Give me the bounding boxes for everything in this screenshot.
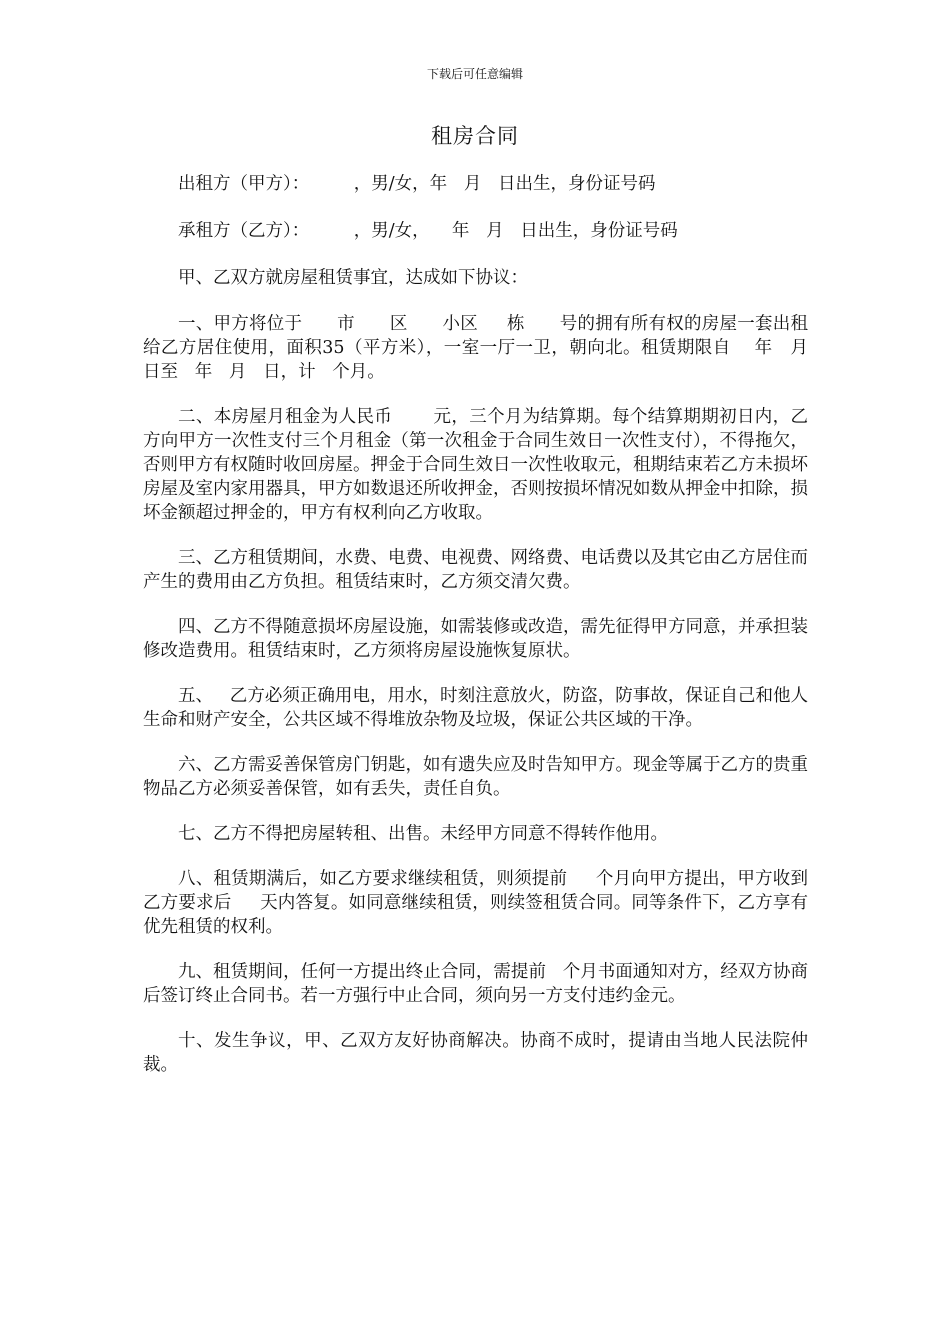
contract-body xyxy=(143,172,825,1098)
clause-7: 七、乙方不得把房屋转租、出售。未经甲方同意不得转作他用。 xyxy=(178,824,668,844)
header-note: 下载后可任意编辑 xyxy=(426,67,523,81)
clause-6: 六、乙方需妥善保管房门钥匙，如有遗失应及时告知甲方。现金等属于乙方的贵重物品乙方必须妥善保管，如有丢失，责任自负。 xyxy=(143,755,808,799)
document-title: 租房合同 xyxy=(431,124,519,148)
lessor-line: 出租方（甲方）： ，男/女，年 月 日出生，身份证号码 xyxy=(178,174,656,194)
lessee-line: 承租方（乙方）： ，男/女， 年 月 日出生，身份证号码 xyxy=(178,221,678,241)
clause-9: 九、租赁期间，任何一方提出终止合同，需提前 个月书面通知对方，经双方协商后签订终止合同书。若一方强行中止合同，须向另一方支付违约金元。 xyxy=(143,962,808,1006)
clause-5: 五、 乙方必须正确用电，用水，时刻注意放火，防盗，防事故，保证自己和他人生命和财产安全，公共区域不得堆放杂物及垃圾，保证公共区域的干净。 xyxy=(143,686,808,730)
clause-10: 十、发生争议，甲、乙双方友好协商解决。协商不成时，提请由当地人民法院仲裁。 xyxy=(143,1031,808,1075)
agreement-intro: 甲、乙双方就房屋租赁事宜，达成如下协议： xyxy=(178,268,528,288)
clause-3: 三、乙方租赁期间，水费、电费、电视费、网络费、电话费以及其它由乙方居住而产生的费用由乙方负担。租赁结束时，乙方须交清欠费。 xyxy=(143,548,808,592)
clause-8: 八、租赁期满后，如乙方要求继续租赁，则须提前 个月向甲方提出，甲方收到乙方要求后 天内答复。如同意继续租赁，则续签租赁合同。同等条件下，乙方享有优先租赁的权利。 xyxy=(143,869,808,937)
clause-4: 四、乙方不得随意损坏房屋设施，如需装修或改造，需先征得甲方同意，并承担装修改造费用。租赁结束时，乙方须将房屋设施恢复原状。 xyxy=(143,617,808,661)
clause-2: 二、本房屋月租金为人民币 元，三个月为结算期。每个结算期期初日内，乙方向甲方一次性支付三个月租金（第一次租金于合同生效日一次性支付），不得拖欠，否则甲方有权随时收回房屋。押金于合同生效日一次性收取元，租期结束若乙方未损坏房屋及室内家用器具，甲方如数退还所收押金，否则按损坏情况如数从押金中扣除，损坏金额超过押金的，甲方有权利向乙方收取。 xyxy=(143,407,808,523)
clause-1: 一、甲方将位于 市 区 小区 栋 号的拥有所有权的房屋一套出租给乙方居住使用，面积35（平方米），一室一厅一卫，朝向北。租赁期限自 年 月 日至 年 月 日，计 个月。 xyxy=(143,314,825,382)
